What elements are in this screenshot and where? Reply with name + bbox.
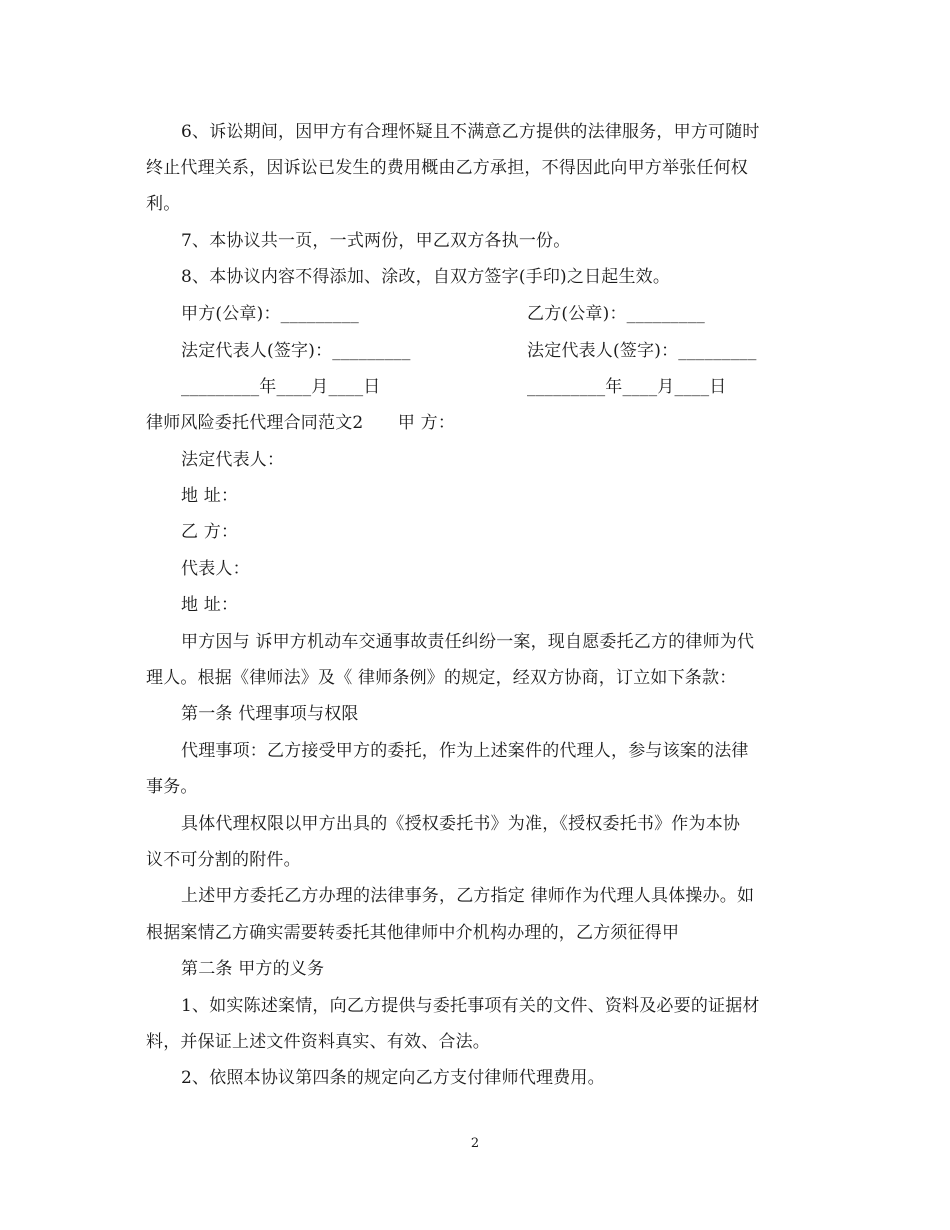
article-1-para-1-line-2: 事务。	[146, 777, 198, 797]
clause-8: 8、本协议内容不得添加、涂改，自双方签字(手印)之日起生效。	[181, 267, 671, 287]
article-1-title: 第一条 代理事项与权限	[181, 704, 359, 724]
party-a-rep-signature-line: 法定代表人(签字)：_________	[181, 341, 411, 361]
party-a-date-line: _________年____月____日	[181, 377, 381, 397]
article-1-para-2-line-2: 议不可分割的附件。	[146, 850, 301, 870]
legal-representative-field: 法定代表人：	[181, 450, 285, 470]
clause-7: 7、本协议共一页，一式两份，甲乙双方各执一份。	[181, 231, 571, 251]
party-a-address-field: 地 址：	[181, 486, 239, 506]
contract-2-heading: 律师风险委托代理合同范文2 甲 方：	[146, 413, 456, 433]
article-2-title: 第二条 甲方的义务	[181, 959, 325, 979]
article-2-item-1-line-2: 料，并保证上述文件资料真实、有效、合法。	[146, 1032, 490, 1052]
clause-6-line-2: 终止代理关系，因诉讼已发生的费用概由乙方承担，不得因此向甲方举张任何权	[146, 158, 748, 178]
article-1-para-2-line-1: 具体代理权限以甲方出具的《授权委托书》为准，《授权委托书》作为本协	[181, 814, 741, 834]
party-b-rep-signature-line: 法定代表人(签字)：_________	[527, 341, 757, 361]
page-number: 2	[470, 1136, 480, 1151]
clause-6-line-1: 6、诉讼期间，因甲方有合理怀疑且不满意乙方提供的法律服务，甲方可随时	[181, 122, 760, 142]
article-1-para-3-line-2: 根据案情乙方确实需要转委托其他律师中介机构办理的，乙方须征得甲	[146, 923, 680, 943]
party-b-date-line: _________年____月____日	[527, 377, 727, 397]
intro-line-2: 理人。根据《律师法》及《 律师条例》的规定，经双方协商，订立如下条款：	[146, 668, 737, 688]
clause-6-line-3: 利。	[146, 194, 181, 214]
article-1-para-3-line-1: 上述甲方委托乙方办理的法律事务，乙方指定 律师作为代理人具体操办。如	[181, 886, 755, 906]
representative-field: 代表人：	[181, 559, 250, 579]
article-1-para-1-line-1: 代理事项：乙方接受甲方的委托，作为上述案件的代理人，参与该案的法律	[181, 741, 749, 761]
article-2-item-2: 2、依照本协议第四条的规定向乙方支付律师代理费用。	[181, 1068, 605, 1088]
party-b-field: 乙 方：	[181, 522, 239, 542]
party-a-seal-line: 甲方(公章)：_________	[181, 304, 359, 324]
article-2-item-1-line-1: 1、如实陈述案情，向乙方提供与委托事项有关的文件、资料及必要的证据材	[181, 996, 760, 1016]
party-b-seal-line: 乙方(公章)：_________	[527, 304, 705, 324]
party-b-address-field: 地 址：	[181, 595, 239, 615]
intro-line-1: 甲方因与 诉甲方机动车交通事故责任纠纷一案，现自愿委托乙方的律师为代	[181, 632, 755, 652]
